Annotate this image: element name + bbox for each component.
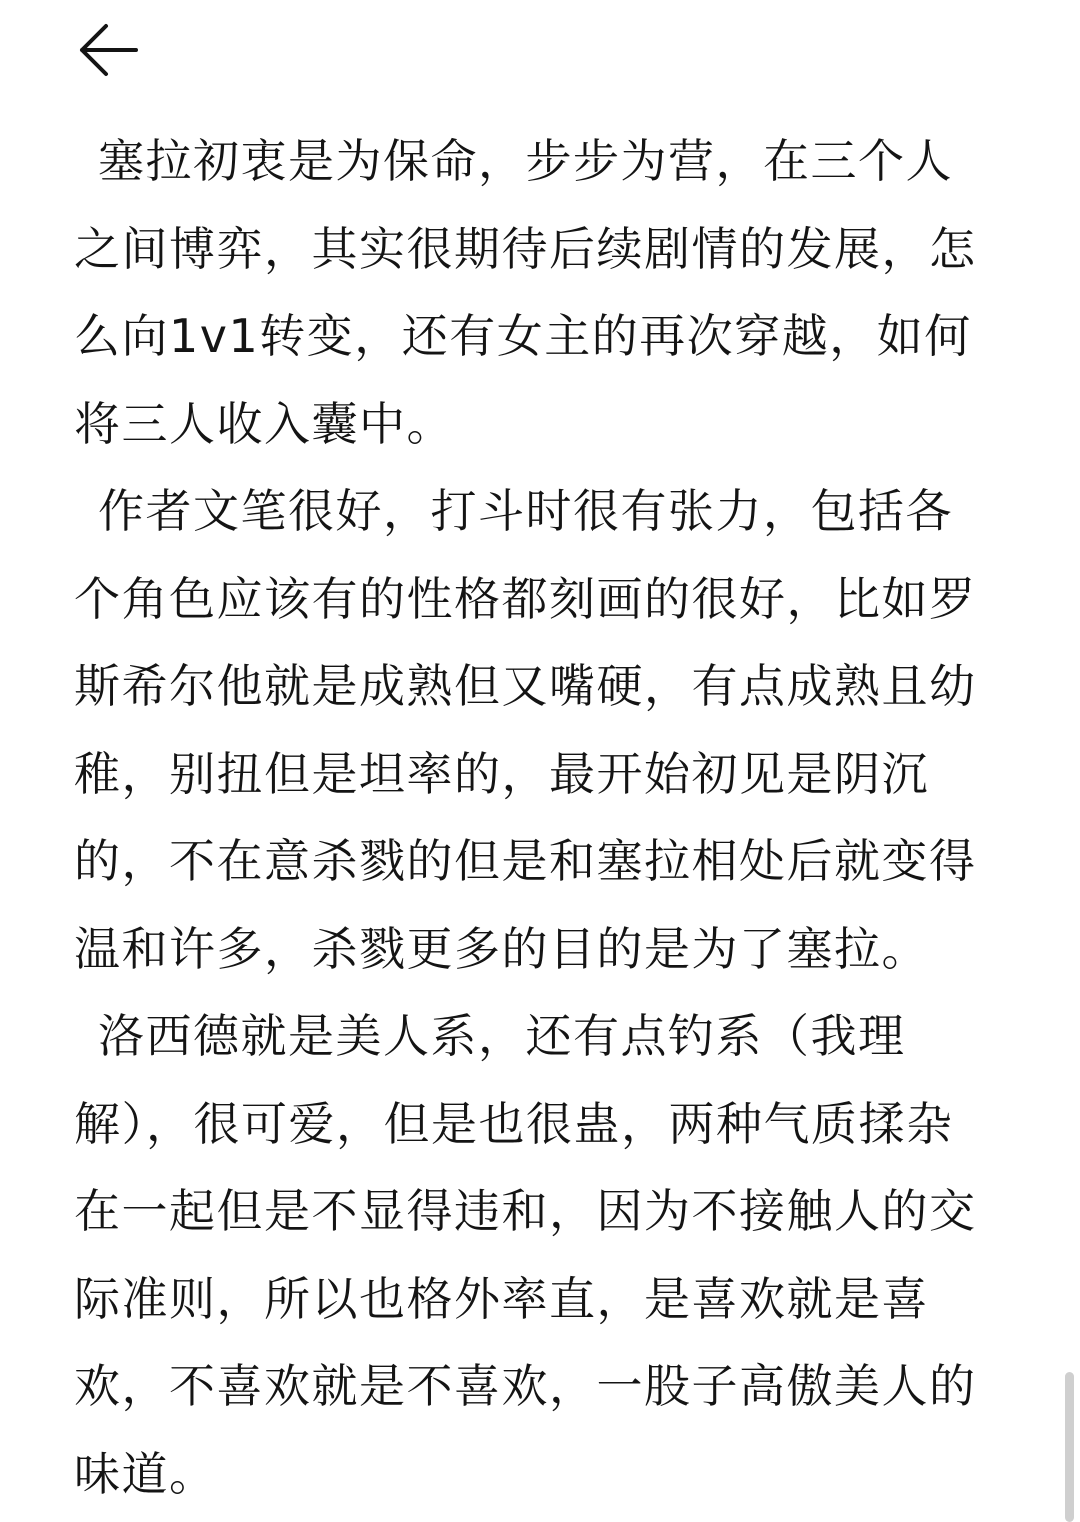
arrow-left-icon (76, 22, 140, 78)
paragraph-2: 作者文笔很好，打斗时很有张力，包括各个角色应该有的性格都刻画的很好，比如罗斯希尔他就是成熟但又嘴硬，有点成熟且幼稚，别扭但是坦率的，最开始初见是阴沉的，不在意杀戮的但是和塞拉相处后就变得温和许多，杀戮更多的目的是为了塞拉。 (74, 484, 977, 976)
paragraph-1: 塞拉初衷是为保命，步步为营，在三个人之间博弈，其实很期待后续剧情的发展，怎么向1v1转变，还有女主的再次穿越，如何将三人收入囊中。 (74, 134, 977, 451)
review-content (74, 118, 994, 1518)
scrollbar[interactable] (1065, 1372, 1074, 1522)
back-button[interactable] (60, 10, 156, 90)
paragraph-3: 洛西德就是美人系，还有点钓系（我理解），很可爱，但是也很蛊，两种气质揉杂在一起但是不显得违和，因为不接触人的交际准则，所以也格外率直，是喜欢就是喜欢，不喜欢就是不喜欢，一股子高傲美人的味道。 (74, 1009, 977, 1501)
